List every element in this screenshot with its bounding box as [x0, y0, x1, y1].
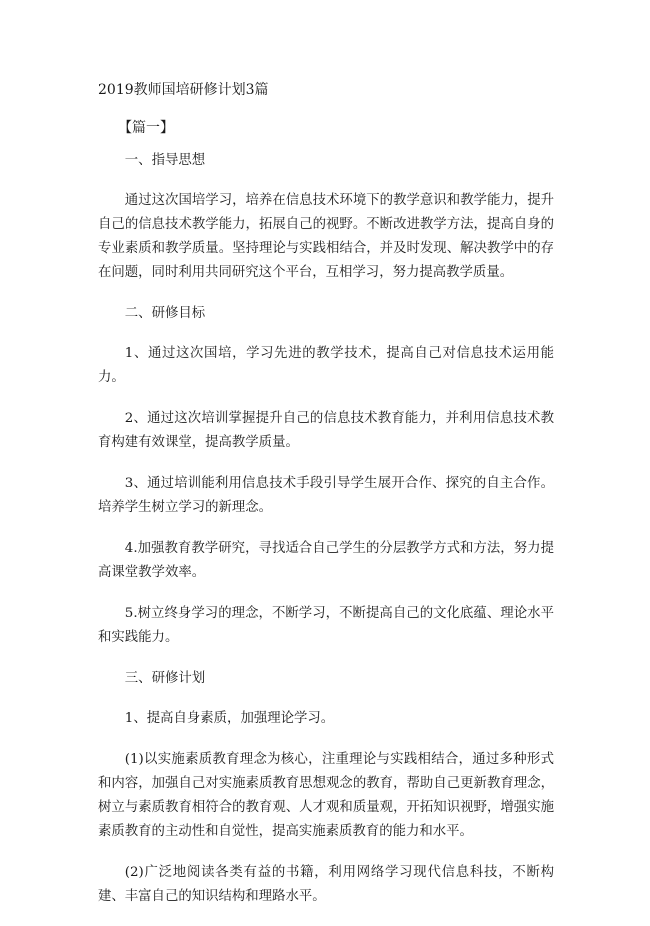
goal-item-2: 2、通过这次培训掌握提升自己的信息技术教育能力，并利用信息技术教育构建有效课堂，提高教学质量。: [98, 411, 554, 450]
section-heading-guiding-ideology: 一、指导思想: [124, 153, 206, 168]
document-body: [98, 149, 554, 926]
goal-item-5: 5.树立终身学习的理念，不断学习，不断提高自己的文化底蕴、理论水平和实践能力。: [98, 606, 554, 645]
section-heading-study-plan: 三、研修计划: [124, 671, 206, 686]
section-label: 【篇一】: [118, 120, 174, 136]
plan-item-1: 1、提高自身素质，加强理论学习。: [124, 711, 335, 726]
goal-item-4: 4.加强教育教学研究，寻找适合自己学生的分层教学方式和方法，努力提高课堂教学效率。: [98, 541, 554, 580]
plan-subitem-2: (2)广泛地阅读各类有益的书籍，利用网络学习现代信息科技，不断构建、丰富自己的知识结构和理路水平。: [98, 865, 554, 904]
goal-item-3: 3、通过培训能利用信息技术手段引导学生展开合作、探究的自主合作。培养学生树立学习的新理念。: [98, 476, 554, 515]
goal-item-1: 1、通过这次国培，学习先进的教学技术，提高自己对信息技术运用能力。: [98, 346, 554, 385]
plan-subitem-1: (1)以实施素质教育理念为核心，注重理论与实践相结合，通过多种形式和内容，加强自己对实施素质教育思想观念的教育，帮助自己更新教育理念，树立与素质教育相符合的教育观、人才观和质量观，开拓知识视野，增强实施素质教育的主动性和自觉性，提高实施素质教育的能力和水平。: [98, 752, 554, 839]
document-title: 2019教师国培研修计划3篇: [98, 82, 269, 98]
section-heading-study-goals: 二、研修目标: [124, 306, 206, 321]
paragraph-guiding-ideology: 通过这次国培学习，培养在信息技术环境下的教学意识和教学能力，提升自己的信息技术教学能力，拓展自己的视野。不断改进教学方法，提高自身的专业素质和教学质量。坚持理论与实践相结合，并及时发现、解决教学中的存在问题，同时利用共同研究这个平台，互相学习，努力提高教学质量。: [98, 193, 554, 280]
